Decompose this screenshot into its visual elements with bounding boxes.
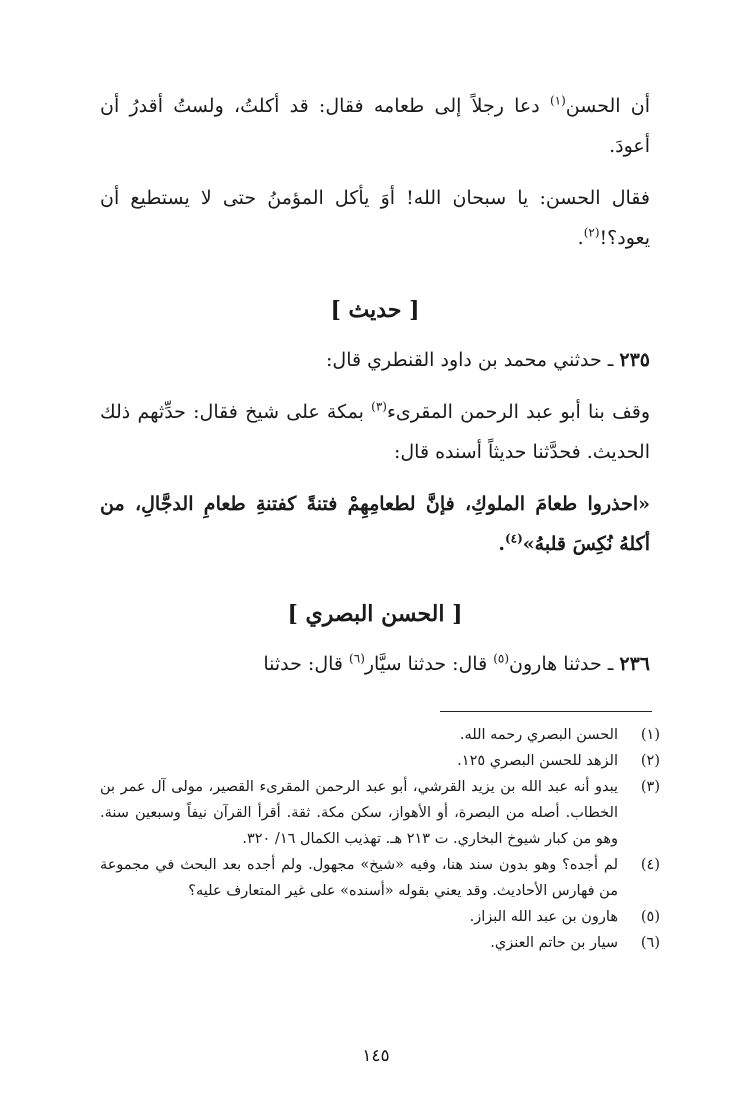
narration-236-text-end: قال: حدثنا <box>263 653 350 675</box>
footnote-text: هارون بن عبد الله البزاز. <box>469 909 618 925</box>
paragraph-4 <box>100 392 650 472</box>
footnote-3 <box>100 774 660 852</box>
main-text <box>100 86 650 684</box>
footnote-number: (٤) <box>640 857 660 873</box>
hadith-quote-end: . <box>498 533 505 555</box>
footnotes <box>100 722 660 956</box>
footnote-number: (١) <box>640 727 660 743</box>
narration-235-text: ـ حدثني محمد بن داود القنطري قال: <box>325 349 620 371</box>
paragraph-4-text-cont: بمكة على شيخ فقال: حدِّثهم ذلك الحديث. فحدَّثنا حديثاً أسنده قال: <box>100 401 650 463</box>
section-heading-hasan-basri: [ الحسن البصري ] <box>287 601 463 627</box>
footnote-5 <box>100 904 660 930</box>
paragraph-4-text: وقف بنا أبو عبد الرحمن المقرىء <box>386 401 650 423</box>
footnote-text: يبدو أنه عبد الله بن يزيد القرشي، أبو عبد الرحمن المقرىء القصير، مولى آل عمر بن الخطاب. أصله من البصرة، أو الأهواز، سكن مكة. ثقة. أقرأ القرآن نيفاً وسبعين سنة. وهو من كبار شيوخ البخاري. ت ٢١٣ هـ. تهذيب الكمال ١٦/ ٣٢٠. <box>100 779 618 847</box>
footnote-ref-6[interactable]: (٦) <box>349 651 365 666</box>
paragraph-2 <box>100 178 650 258</box>
footnote-text: سيار بن حاتم العنزي. <box>490 935 618 951</box>
footnote-text: لم أجده؟ وهو بدون سند هنا، وفيه «شيخ» مجهول. ولم أجده بعد البحث في مجموعة من فهارس الأحاديث. وقد يعني بقوله «أسنده» على غير المتعارف عليه؟ <box>100 857 618 899</box>
footnote-text: الحسن البصري رحمه الله. <box>459 727 618 743</box>
footnote-6 <box>100 930 660 956</box>
narration-236-text-cont: قال: حدثنا سيَّار <box>364 653 494 675</box>
paragraph-2-text-cont: . <box>577 227 584 249</box>
narration-235 <box>100 340 650 380</box>
footnote-ref-4[interactable]: (٤) <box>504 531 523 546</box>
paragraph-1-text-cont: دعا رجلاً إلى طعامه فقال: قد أكلتُ، ولستُ أقدرُ أن أعودَ. <box>100 95 650 157</box>
page-number: ١٤٥ <box>362 1046 390 1066</box>
footnote-4 <box>100 852 660 904</box>
footnote-number: (٦) <box>640 935 660 951</box>
paragraph-1-text: أن الحسن <box>565 95 650 117</box>
paragraph-2-text: فقال الحسن: يا سبحان الله! أوَ يأكل المؤمنُ حتى لا يستطيع أن يعود؟! <box>100 187 650 249</box>
hadith-quote <box>100 484 650 564</box>
narration-236-text: ـ حدثنا هارون <box>509 653 620 675</box>
footnote-ref-1[interactable]: (١) <box>549 93 566 108</box>
footnote-ref-5[interactable]: (٥) <box>493 651 510 666</box>
footnote-1 <box>100 722 660 748</box>
paragraph-1 <box>100 86 650 166</box>
footnote-2 <box>100 748 660 774</box>
footnote-ref-2[interactable]: (٢) <box>583 225 600 240</box>
footnote-ref-3[interactable]: (٣) <box>371 399 387 414</box>
narration-number-236: ٢٣٦ <box>619 653 650 675</box>
narration-number-235: ٢٣٥ <box>619 349 650 371</box>
footnote-number: (٣) <box>640 779 660 795</box>
footnote-divider <box>440 711 652 712</box>
footnote-number: (٥) <box>640 909 660 925</box>
section-heading-hadith: [ حديث ] <box>330 297 420 323</box>
narration-236 <box>100 644 650 684</box>
footnote-text: الزهد للحسن البصري ١٢٥. <box>457 753 618 769</box>
hadith-quote-text: «احذروا طعامَ الملوكِ، فإنَّ لطعامِهِمْ فتنةً كفتنةِ طعامِ الدجَّالِ، من أكلهُ نُكِسَ قلبهُ» <box>100 493 650 555</box>
footnote-number: (٢) <box>640 753 660 769</box>
